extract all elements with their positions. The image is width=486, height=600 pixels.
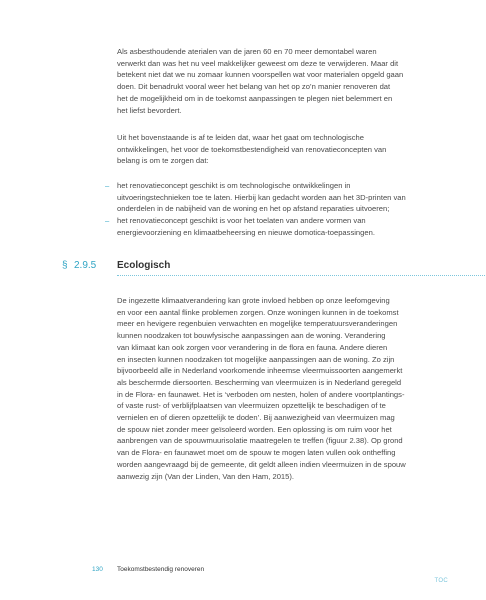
text-line: Als asbesthoudende aterialen van de jaren 60 en 70 meer demontabel waren	[117, 47, 377, 56]
text-line: Uit het bovenstaande is af te leiden dat, waar het gaat om technologische	[117, 133, 364, 142]
running-title: Toekomstbestendig renoveren	[117, 566, 205, 573]
section-title: Ecologisch	[117, 260, 171, 271]
text-line: in de Flora- en faunawet. Het is ‘verboden om nesten, holen of andere voortplantings-	[117, 389, 405, 399]
text-line: het renovatieconcept geschikt is om technologische ontwikkelingen in	[117, 181, 351, 190]
text-line: betekent niet dat we nu zomaar kunnen voorspellen wat voor materialen opgeld gaan	[117, 70, 404, 80]
section-number: 2.9.5	[74, 260, 97, 271]
text-line: doen. Dit benadrukt vooral weer het belang van het op zo’n manier renoveren dat	[117, 82, 391, 92]
text-line: uitvoeringstechnieken toe te laten. Hierbij kan gedacht worden aan het 3D-printen van	[117, 192, 406, 202]
text-line: het de mogelijkheid om in de toekomst aanpassingen te plegen niet belemmert en	[117, 93, 393, 103]
text-line: energievoorziening en klimaatbeheersing en nieuwe domotica-toepassingen.	[117, 227, 375, 237]
text-line: aanbrengen van de spouwmuurisolatie maatregelen te treffen (figuur 2.38). Op grond	[117, 436, 403, 446]
text-line: bijvoorbeeld alle in Nederland voorkomende inheemse vleermuissoorten aangemerkt	[117, 366, 403, 376]
text-line: en voor een aantal flinke problemen zorgen. Onze woningen kunnen in de toekomst	[117, 307, 399, 317]
page-number: 130	[92, 566, 103, 573]
text-line: vernielen en of dieren opzettelijk te doden’. Bij aanwezigheid van vleermuizen mag	[117, 413, 395, 423]
text-line: en insecten kunnen noodzaken tot mogelijke aanpassingen aan de woning. Zo zijn	[117, 354, 395, 364]
text-line: onderdelen in de nabijheid van de woning en het op afstand reparaties uitvoeren;	[117, 204, 390, 214]
text-line: verwerkt dan was het nu veel makkelijker geweest om deze te verwijderen. Maar dit	[117, 58, 399, 68]
dash-bullet-icon: –	[105, 181, 110, 190]
bullet-list	[105, 180, 447, 239]
body-paragraph-2	[117, 132, 447, 167]
text-line: worden aangevraagd bij de gemeente, dit geldt alleen indien vleermuizen in de spouw	[117, 459, 406, 469]
body-paragraph-1	[117, 46, 447, 116]
text-line: het liefst bevordert.	[117, 105, 182, 115]
section-divider	[117, 275, 486, 276]
toc-link[interactable]: TOC	[434, 578, 448, 584]
text-line: ontwikkelingen, het voor de toekomstbestendigheid van renovatieconcepten van	[117, 144, 387, 154]
text-line: van klimaat kan ook zorgen voor verandering in de flora en fauna. Andere dieren	[117, 342, 388, 352]
body-paragraph-3	[117, 295, 447, 482]
text-line: of vaste rust- of verblijfplaatsen van vleermuizen opzettelijk te beschadigen of te	[117, 401, 386, 411]
text-line: meer en hevigere regenbuien verwachten en mogelijke temperatuursveranderingen	[117, 319, 398, 329]
section-heading	[62, 260, 447, 278]
section-symbol: §	[62, 260, 68, 271]
dash-bullet-icon: –	[105, 216, 110, 226]
list-item	[105, 215, 447, 238]
text-line: als beschermde diersoorten. Bescherming van vleermuizen is in Nederland geregeld	[117, 377, 402, 387]
text-line: het renovatieconcept geschikt is voor het toelaten van andere vormen van	[117, 216, 366, 226]
text-line: kunnen noodzaken tot bouwfysische aanpassingen aan de woning. Verandering	[117, 331, 386, 341]
text-line: van de Flora- en faunawet moet om de spouw te mogen laten vullen ook ontheffing	[117, 448, 396, 458]
text-line: aanwezig zijn (Van der Linden, Van den Ham, 2015).	[117, 471, 295, 481]
page-footer	[0, 566, 486, 578]
list-item	[105, 180, 447, 215]
text-line: belang is om te zorgen dat:	[117, 156, 209, 166]
text-line: de spouw niet zonder meer geïsoleerd worden. Een oplossing is om ruim voor het	[117, 424, 392, 434]
text-line: De ingezette klimaatverandering kan grote invloed hebben op onze leefomgeving	[117, 296, 390, 305]
